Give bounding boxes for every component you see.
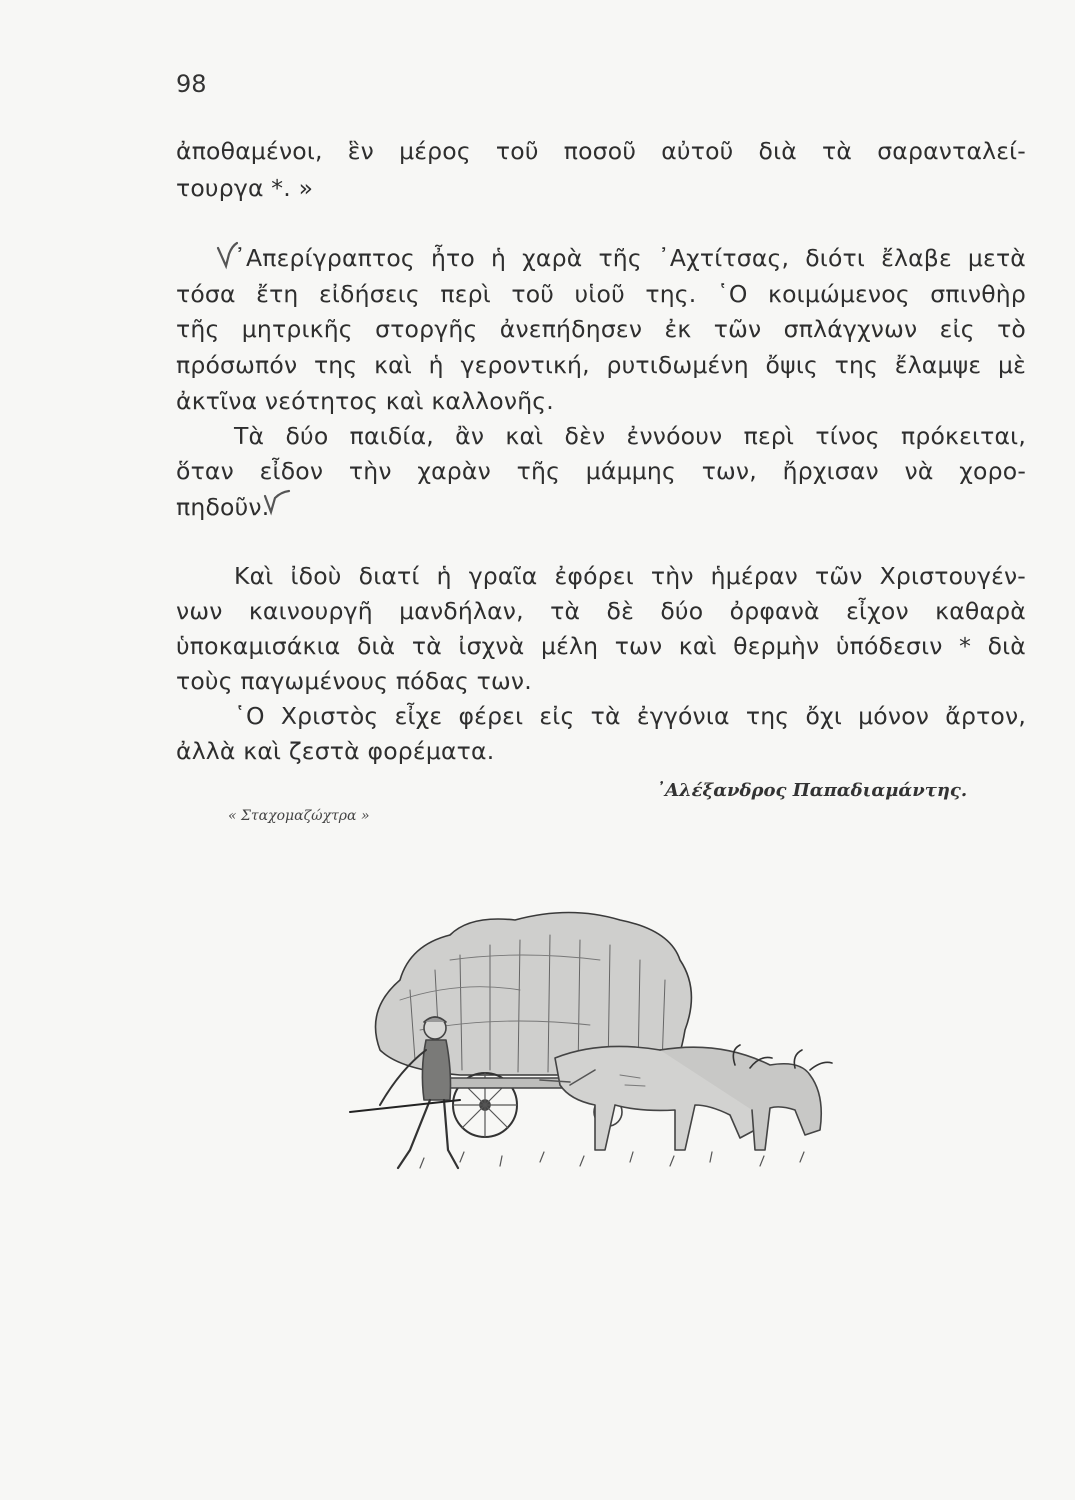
author-signature: ᾿Αλέξανδρος Παπαδιαμάντης. bbox=[656, 780, 968, 801]
text-line: ᾿Απερίγραπτος ἦτο ἡ χαρὰ τῆς ᾿Αχτίτσας, διότι ἔλαβε μετὰ bbox=[234, 244, 1026, 272]
ox-cart-illustration bbox=[340, 900, 850, 1200]
text-line: Τὰ δύο παιδία, ἂν καὶ δὲν ἐννόουν περὶ τίνος πρόκειται, bbox=[234, 422, 1026, 450]
page-number: 98 bbox=[176, 70, 207, 98]
text-line: νων καινουργῆ μανδήλαν, τὰ δὲ δύο ὀρφανὰ εἶχον καθαρὰ bbox=[176, 597, 1026, 625]
text-line: ἀκτῖνα νεότητος καὶ καλλονῆς. bbox=[176, 387, 554, 415]
text-line: ῾Ο Χριστὸς εἶχε φέρει εἰς τὰ ἐγγόνια της ὄχι μόνον ἄρτον, bbox=[234, 702, 1026, 730]
text-line: ἀποθαμένοι, ἓν μέρος τοῦ ποσοῦ αὐτοῦ διὰ τὰ σαρανταλεί- bbox=[176, 137, 1026, 165]
text-line: τοὺς παγωμένους πόδας των. bbox=[176, 667, 532, 695]
text-line: τόσα ἔτη εἰδήσεις περὶ τοῦ υἱοῦ της. ῾Ο κοιμώμενος σπινθὴρ bbox=[176, 280, 1026, 308]
text-line: πρόσωπόν της καὶ ἡ γεροντική, ρυτιδωμένη ὄψις της ἔλαμψε μὲ bbox=[176, 351, 1026, 379]
text-line: ὅταν εἶδον τὴν χαρὰν τῆς μάμμης των, ἤρχισαν νὰ χορο- bbox=[176, 457, 1026, 485]
text-line: Καὶ ἰδοὺ διατί ἡ γραῖα ἐφόρει τὴν ἡμέραν τῶν Χριστουγέν- bbox=[234, 562, 1026, 590]
text-line: πηδοῦν. bbox=[176, 493, 270, 521]
source-title: « Σταχομαζώχτρα » bbox=[228, 808, 370, 824]
oxen-figure bbox=[540, 1045, 832, 1150]
text-line: τῆς μητρικῆς στοργῆς ἀνεπήδησεν ἐκ τῶν σπλάγχνων εἰς τὸ bbox=[176, 315, 1026, 343]
text-line: ἀλλὰ καὶ ζεστὰ φορέματα. bbox=[176, 737, 495, 765]
text-line: τουργα *. » bbox=[176, 174, 314, 202]
pencil-check-mark-icon bbox=[263, 486, 291, 516]
text-line: ὑποκαμισάκια διὰ τὰ ἰσχνὰ μέλη των καὶ θερμὴν ὑπόδεσιν * διὰ bbox=[176, 632, 1026, 660]
